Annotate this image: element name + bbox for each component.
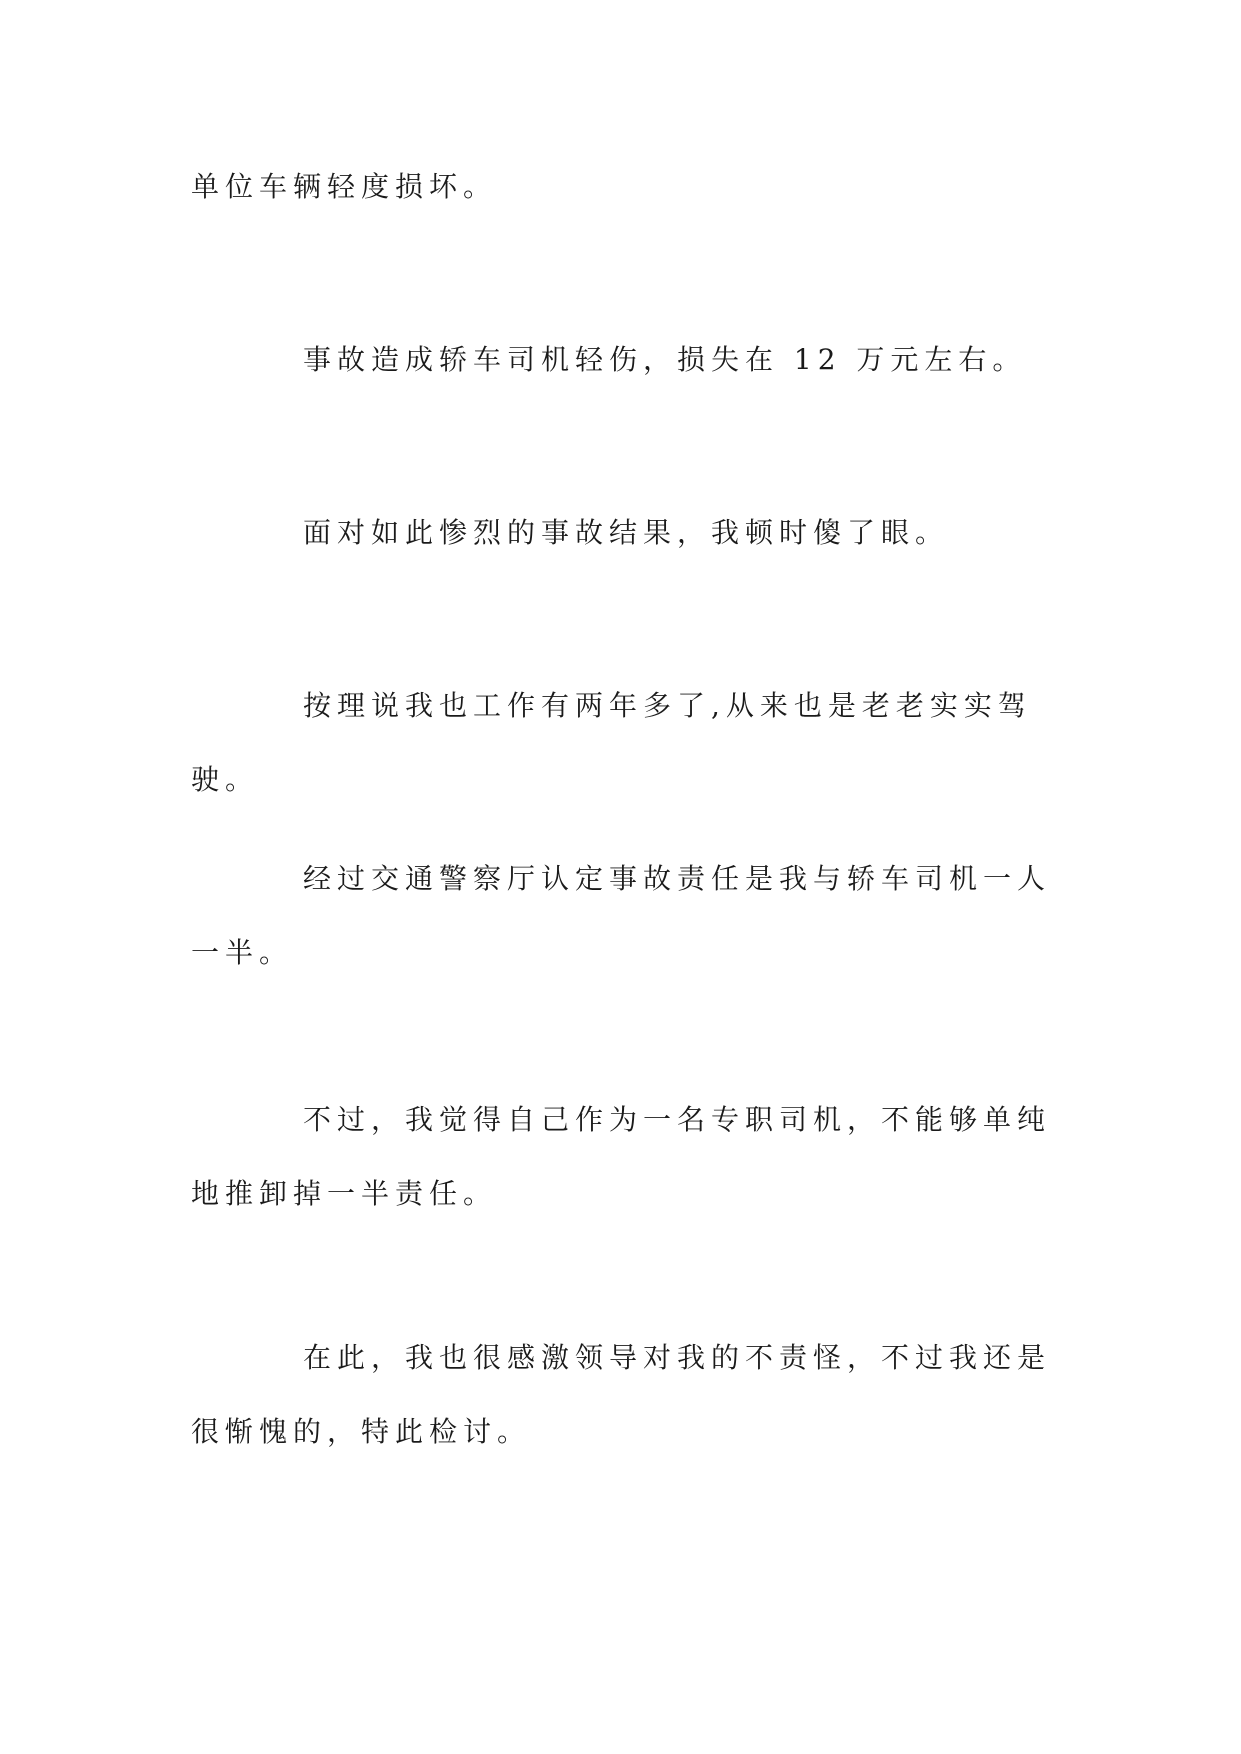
paragraph-continuation: 单位车辆轻度损坏。	[191, 170, 498, 203]
paragraph: 在此，我也很感激领导对我的不责怪，不过我还是很惭愧的，特此检讨。	[191, 1341, 1052, 1448]
paragraph: 经过交通警察厅认定事故责任是我与轿车司机一人一半。	[191, 862, 1052, 969]
paragraph: 不过，我觉得自己作为一名专职司机，不能够单纯地推卸掉一半责任。	[191, 1103, 1052, 1210]
paragraph: 事故造成轿车司机轻伤，损失在 12 万元左右。	[303, 343, 1027, 376]
paragraph: 面对如此惨烈的事故结果，我顿时傻了眼。	[303, 516, 950, 549]
paragraph: 按理说我也工作有两年多了,从来也是老老实实驾驶。	[191, 689, 1032, 796]
